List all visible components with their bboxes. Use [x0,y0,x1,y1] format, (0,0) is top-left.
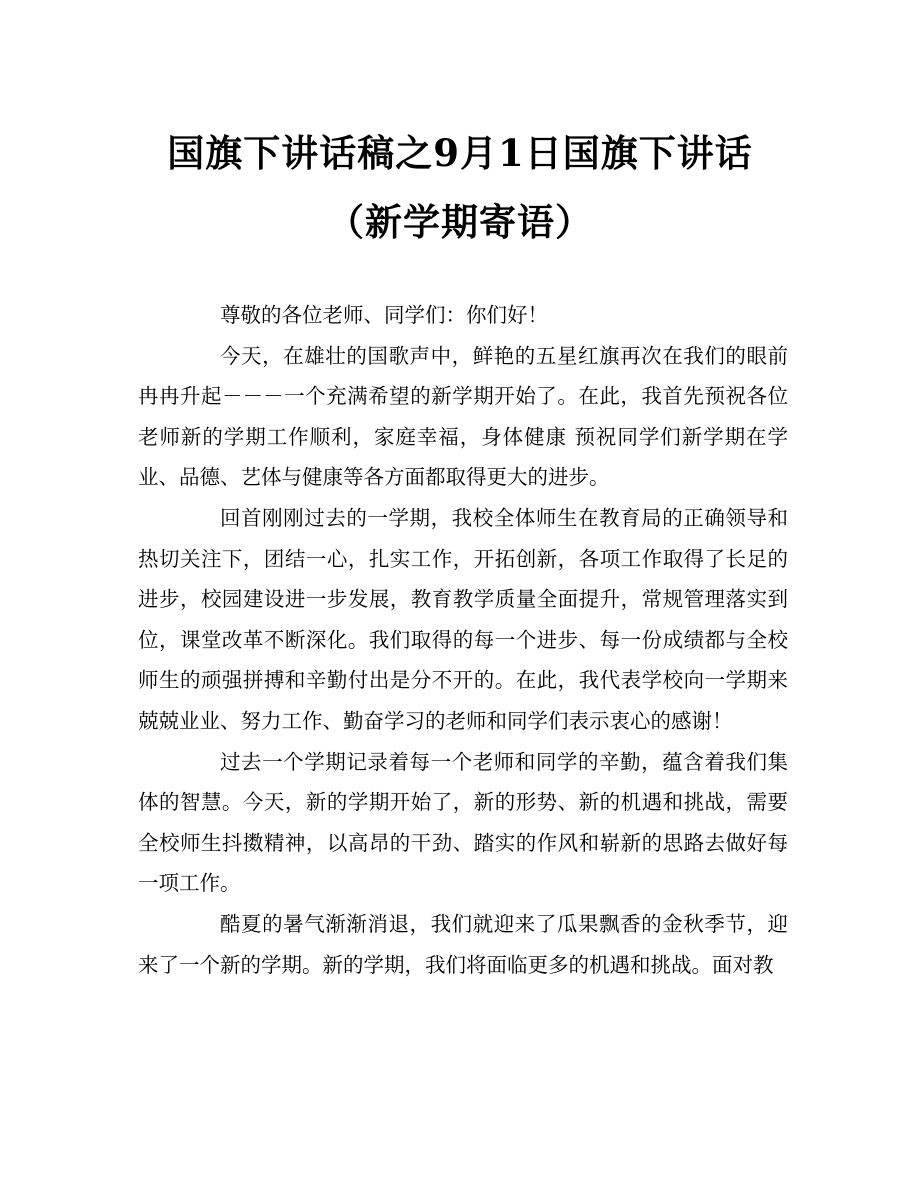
document-title-line-1: 国旗下讲话稿之9月1日国旗下讲话 [167,131,753,175]
paragraph-review: 回首刚刚过去的一学期，我校全体师生在教育局的正确领导和热切关注下，团结一心，扎实工作，开拓创新，各项工作取得了长足的进步，校园建设进一步发展，教育教学质量全面提升，常规管理落实到位，课堂改革不断深化。我们取得的每一个进步、每一份成绩都与全校师生的顽强拼搏和辛勤付出是分不开的。在此，我代表学校向一学期来兢兢业业、努力工作、勤奋学习的老师和同学们表示衷心的感谢！ [138,505,788,733]
document-body [138,295,788,985]
paragraph-opening: 今天，在雄壮的国歌声中，鲜艳的五星红旗再次在我们的眼前冉冉升起－－－一个充满希望的新学期开始了。在此，我首先预祝各位老师新的学期工作顺利，家庭幸福，身体健康 预祝同学们新学期在学业、品德、艺体与健康等各方面都取得更大的进步。 [138,343,788,490]
paragraph-greeting: 尊敬的各位老师、同学们：你们好！ [220,303,548,327]
document-title-line-2: （新学期寄语） [327,200,593,244]
paragraph-new-term: 过去一个学期记录着每一个老师和同学的辛勤，蕴含着我们集体的智慧。今天，新的学期开始了，新的形势、新的机遇和挑战，需要全校师生抖擞精神，以高昂的干劲、踏实的作风和崭新的思路去做好每一项工作。 [138,749,788,896]
paragraph-autumn: 酷夏的暑气渐渐消退，我们就迎来了瓜果飘香的金秋季节，迎来了一个新的学期。新的学期，我们将面临更多的机遇和挑战。面对教 [138,911,788,977]
